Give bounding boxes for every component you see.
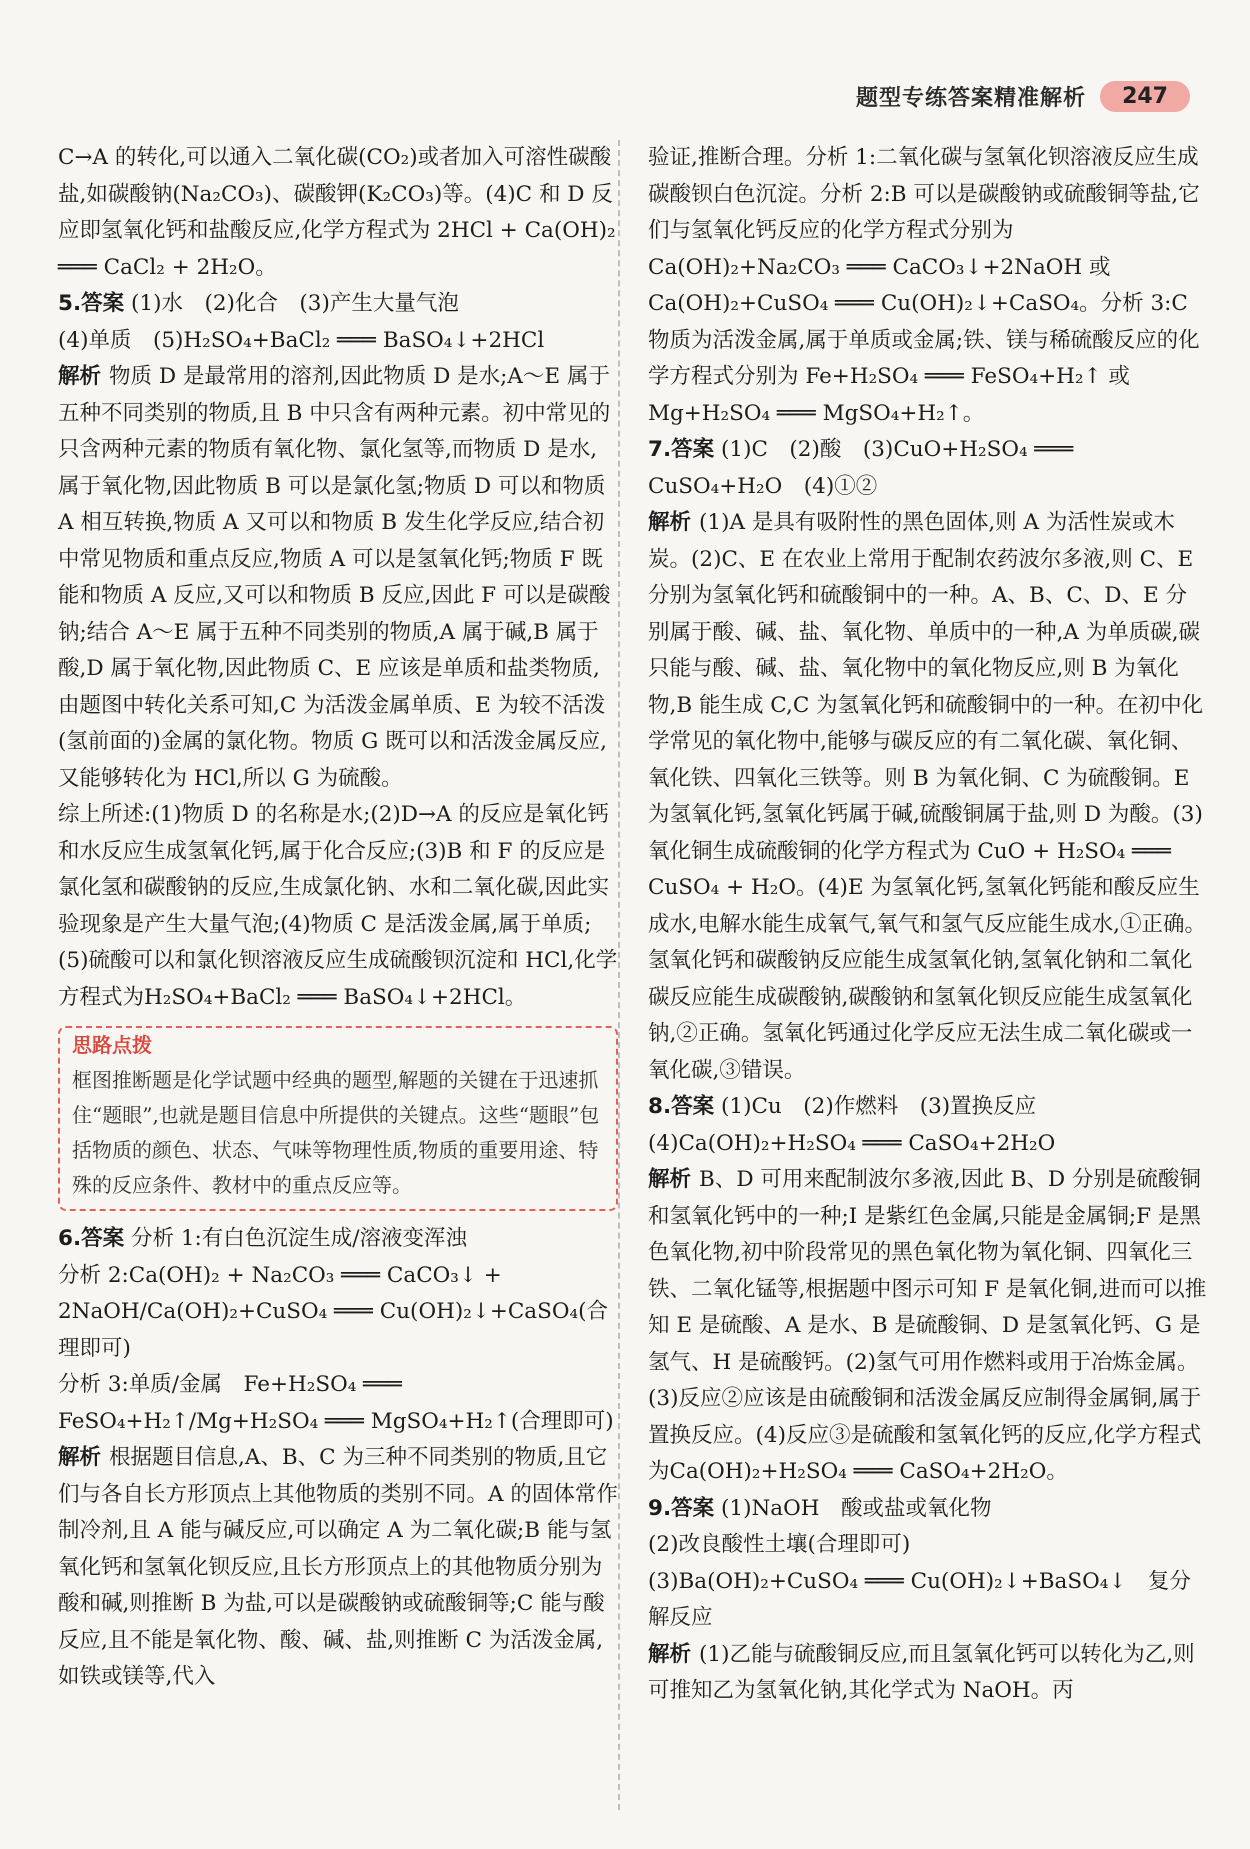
q5-analysis-text: 物质 D 是最常用的溶剂,因此物质 D 是水;A～E 属于五种不同类别的物质,且 B 中只含有两种元素。初中常见的只含两种元素的物质有氧化物、氯化氢等,而物质 D 是水,属于氧化物,因此物质 B 可以是氯化氢;物质 D 可以和物质 A 相互转换,物质 A 又可以和物质 B 发生化学反应,结合初中常见物质和重点反应,物质 A 可以是氢氧化钙;物质 F 既能和物质 A 反应,又可以和物质 B 反应,因此 F 可以是碳酸钠;结合 A～E 属于五种不同类别的物质,A 属于碱,B 属于酸,D 属于氧化物,因此物质 C、E 应该是单质和盐类物质,由题图中转化关系可知,C 为活泼金属单质、E 为较不活泼(氢前面的)金属的氯化物。物质 G 既可以和活泼金属反应,又能够转化为 HCl,所以 G 为硫酸。 (58, 364, 611, 791)
q6-answer-line3: 分析 3:单质/金属 Fe+H₂SO₄ ═══ FeSO₄+H₂↑/Mg+H₂SO₄ ═══ MgSO₄+H₂↑(合理即可) (58, 1372, 614, 1434)
q7-analysis (648, 505, 1208, 1089)
q8-analysis-text: B、D 可用来配制波尔多液,因此 B、D 分别是硫酸铜和氢氧化钙中的一种;I 是紫红色金属,只能是金属铜;F 是黑色氧化物,初中阶段常见的黑色氧化物为氧化铜、四氧化三铁、二氧化锰等,根据题中图示可知 F 是氧化铜,进而可以推知 E 是硫酸、A 是水、B 是硫酸铜、D 是氢氧化钙、G 是氢气、H 是硫酸钙。(2)氢气可用作燃料或用于冶炼金属。(3)反应②应该是由硫酸铜和活泼金属反应制得金属铜,属于置换反应。(4)反应③是硫酸和氢氧化钙的反应,化学方程式为Ca(OH)₂+H₂SO₄ ═══ CaSO₄+2H₂O。 (648, 1167, 1207, 1484)
header-title: 题型专练答案精准解析 (856, 85, 1087, 111)
q7-number: 7. (648, 437, 672, 462)
q6-answer (58, 1221, 618, 1258)
q5-answer-line2: (4)单质 (5)H₂SO₄+BaCl₂ ═══ BaSO₄↓+2HCl (58, 327, 545, 353)
q5-number: 5. (58, 291, 82, 316)
q9-answer-text: (1)NaOH 酸或盐或氧化物 (721, 1495, 992, 1521)
q8-answer-text: (1)Cu (2)作燃料 (3)置换反应 (721, 1094, 1037, 1119)
q6-answer-text: 分析 1:有白色沉淀生成/溶液变浑浊 (131, 1226, 468, 1251)
q9-answer (648, 1491, 1208, 1528)
column-divider (618, 140, 620, 1810)
q5-summary: 综上所述:(1)物质 D 的名称是水;(2)D→A 的反应是氧化钙和水反应生成氢氧化钙,属于化合反应;(3)B 和 F 的反应是氯化氢和碳酸钠的反应,生成氯化钠、水和二氧化碳,因此实验现象是产生大量气泡;(4)物质 C 是活泼金属,属于单质;(5)硫酸可以和氯化钡溶液反应生成硫酸钡沉淀和 HCl,化学方程式为H₂SO₄+BaCl₂ ═══ BaSO₄↓+2HCl。 (58, 802, 618, 1010)
q9-answer-line3: (3)Ba(OH)₂+CuSO₄ ═══ Cu(OH)₂↓+BaSO₄↓ 复分解反应 (648, 1568, 1191, 1630)
q7-answer-text: (1)C (2)酸 (3)CuO+H₂SO₄ ═══ CuSO₄+H₂O (4)①② (648, 437, 1074, 499)
q9-number: 9. (648, 1495, 672, 1521)
page-header (856, 78, 1190, 114)
page-number: 247 (1100, 81, 1190, 112)
q6-answer-label: 答案 (81, 1226, 125, 1251)
q6-analysis-text: 根据题目信息,A、B、C 为三种不同类别的物质,且它们与各自长方形顶点上其他物质的类别不同。A 的固体常作制冷剂,且 A 能与碱反应,可以确定 A 为二氧化碳;B 能与氢氧化钙和氢氧化钡反应,且长方形顶点上的其他物质分别为酸和碱,则推断 B 为盐,可以是碳酸钠或硫酸铜等;C 能与酸反应,且不能是氧化物、酸、碱、盐,则推断 C 为活泼金属,如铁或镁等,代入 (58, 1445, 618, 1689)
q5-answer-label: 答案 (81, 291, 125, 316)
q8-analysis (648, 1162, 1208, 1491)
right-column (648, 140, 1208, 1710)
q9-answer-line2: (2)改良酸性土壤(合理即可) (648, 1532, 911, 1557)
q9-analysis (648, 1637, 1208, 1710)
tip-body: 框图推断题是化学试题中经典的题型,解题的关键在于迅速抓住“题眼”,也就是题目信息中所提供的关键点。这些“题眼”包括物质的颜色、状态、气味等物理性质,物质的重要用途、特殊的反应条件、教材中的重点反应等。 (72, 1068, 600, 1197)
q6-answer-line2: 分析 2:Ca(OH)₂ + Na₂CO₃ ═══ CaCO₃↓ + 2NaOH/Ca(OH)₂+CuSO₄ ═══ Cu(OH)₂↓+CaSO₄(合理即可) (58, 1262, 608, 1361)
q9-answer-label: 答案 (671, 1495, 715, 1521)
q6-analysis-label: 解析 (58, 1445, 102, 1470)
q5-answer (58, 286, 618, 323)
q5-analysis-label: 解析 (58, 364, 102, 389)
q7-analysis-label: 解析 (648, 510, 692, 535)
q8-answer-label: 答案 (671, 1094, 715, 1119)
q7-answer (648, 432, 1208, 505)
tip-title: 思路点拨 (72, 1033, 152, 1057)
q8-answer (648, 1089, 1208, 1126)
q6-number: 6. (58, 1226, 82, 1251)
q9-analysis-label: 解析 (648, 1641, 692, 1667)
left-continued-paragraph: C→A 的转化,可以通入二氧化碳(CO₂)或者加入可溶性碳酸盐,如碳酸钠(Na₂CO₃)、碳酸钾(K₂CO₃)等。(4)C 和 D 反应即氢氧化钙和盐酸反应,化学方程式为 2HCl + Ca(OH)₂ ═══ CaCl₂ + 2H₂O。 (58, 145, 616, 280)
left-column (58, 140, 618, 1696)
q7-answer-label: 答案 (671, 437, 715, 462)
q7-analysis-text: (1)A 是具有吸附性的黑色固体,则 A 为活性炭或木炭。(2)C、E 在农业上常用于配制农药波尔多液,则 C、E 分别为氢氧化钙和硫酸铜中的一种。A、B、C、D、E 分别属于酸、碱、盐、氧化物、单质中的一种,A 为单质碳,碳只能与酸、碱、盐、氧化物中的氧化物反应,则 B 为氧化物,B 能生成 C,C 为氢氧化钙和硫酸铜中的一种。在初中化学常见的氧化物中,能够与碳反应的有二氧化碳、氧化铜、氧化铁、四氧化三铁等。则 B 为氧化铜、C 为硫酸铜。E 为氢氧化钙,氢氧化钙属于碱,硫酸铜属于盐,则 D 为酸。(3)氧化铜生成硫酸铜的化学方程式为 CuO + H₂SO₄ ═══ CuSO₄ + H₂O。(4)E 为氢氧化钙,氢氧化钙能和酸反应生成水,电解水能生成氧气,氧气和氢气反应能生成水,①正确。氢氧化钙和碳酸钠反应能生成氢氧化钠,氢氧化钠和二氧化碳反应能生成碳酸钠,碳酸钠和氢氧化钡反应能生成氢氧化钠,②正确。氢氧化钙通过化学反应无法生成二氧化碳或一氧化碳,③错误。 (648, 510, 1207, 1083)
q6-analysis (58, 1440, 618, 1696)
q9-analysis-text: (1)乙能与硫酸铜反应,而且氢氧化钙可以转化为乙,则可推知乙为氢氧化钠,其化学式为 NaOH。丙 (648, 1641, 1195, 1703)
q5-analysis (58, 359, 618, 797)
q8-answer-line2: (4)Ca(OH)₂+H₂SO₄ ═══ CaSO₄+2H₂O (648, 1130, 1056, 1156)
q5-answer-text: (1)水 (2)化合 (3)产生大量气泡 (131, 291, 459, 316)
q8-number: 8. (648, 1094, 672, 1119)
right-continued-paragraph: 验证,推断合理。分析 1:二氧化碳与氢氧化钡溶液反应生成碳酸钡白色沉淀。分析 2:B 可以是碳酸钠或硫酸铜等盐,它们与氢氧化钙反应的化学方程式分别为 Ca(OH)₂+Na₂CO₃ ═══ CaCO₃↓+2NaOH 或Ca(OH)₂+CuSO₄ ═══ Cu(OH)₂↓+CaSO₄。分析 3:C 物质为活泼金属,属于单质或金属;铁、镁与稀硫酸反应的化学方程式分别为 Fe+H₂SO₄ ═══ FeSO₄+H₂↑ 或 Mg+H₂SO₄ ═══ MgSO₄+H₂↑。 (648, 145, 1200, 426)
q8-analysis-label: 解析 (648, 1167, 692, 1192)
tip-box (58, 1026, 618, 1211)
